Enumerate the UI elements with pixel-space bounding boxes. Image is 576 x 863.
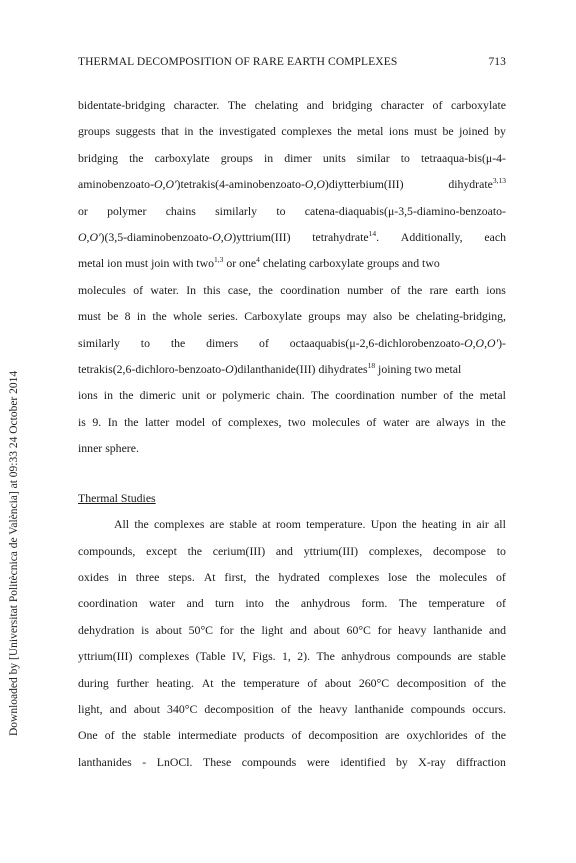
- word: the: [119, 388, 134, 403]
- word: anhydrous: [341, 649, 391, 664]
- word: heating: [421, 517, 457, 532]
- word: be: [398, 309, 410, 324]
- word: the: [129, 150, 144, 165]
- word: yttrium(III): [78, 649, 133, 664]
- text-run: octaaquabis(μ-2,6-dichlorobenzoato-: [289, 335, 465, 350]
- word: the: [258, 282, 273, 297]
- compound-name: [78, 224, 291, 250]
- word: temperature: [243, 675, 300, 690]
- word: earth: [455, 282, 479, 297]
- word: ions: [388, 124, 409, 139]
- word: Additionally,: [400, 230, 463, 245]
- word: Upon: [370, 517, 397, 532]
- word: must: [414, 124, 437, 139]
- text-line: [78, 356, 506, 382]
- page-number: 713: [488, 56, 506, 68]
- word: heavy: [398, 622, 427, 637]
- word: be: [107, 309, 119, 324]
- word: Figs.: [252, 649, 276, 664]
- word: at: [262, 517, 271, 532]
- word: of: [307, 675, 318, 690]
- word: carboxylate: [450, 98, 506, 112]
- text-run: )yttrium(III): [232, 230, 291, 245]
- word: LnOCl.: [156, 754, 193, 769]
- citation: 18: [367, 361, 376, 371]
- text-line: [78, 670, 506, 696]
- word: three: [135, 569, 160, 584]
- word: turn: [215, 596, 235, 611]
- word: metal: [479, 388, 506, 403]
- word: lose: [388, 569, 408, 584]
- word: heavy: [319, 701, 348, 716]
- word: in: [184, 124, 194, 139]
- text-run: .: [376, 230, 380, 245]
- word: about: [155, 622, 182, 637]
- word: for: [219, 622, 234, 637]
- word: in: [136, 309, 147, 324]
- word: the: [275, 596, 290, 611]
- word: the: [491, 675, 506, 690]
- word: the: [198, 124, 214, 139]
- word: 340°C: [167, 701, 198, 716]
- word: coordination: [280, 282, 340, 297]
- word: case,: [227, 282, 252, 297]
- word: polymeric: [222, 388, 271, 403]
- italic-ligand: O: [225, 362, 234, 377]
- word: in: [117, 569, 127, 584]
- word: or: [206, 388, 217, 403]
- word: the: [221, 675, 236, 690]
- word: coordination: [335, 388, 395, 403]
- compound-name: [290, 330, 506, 356]
- word: the: [187, 543, 203, 558]
- text-run: metal ion must join with two: [78, 256, 214, 271]
- word: and: [289, 622, 307, 637]
- word: investigated: [218, 124, 276, 139]
- citation: 1,3: [214, 255, 224, 265]
- word: polymer: [107, 203, 147, 218]
- word: temperature.: [306, 517, 366, 532]
- word: to: [276, 203, 286, 218]
- word: oxychlorides: [406, 728, 468, 743]
- word: 260°C: [358, 675, 390, 690]
- word: into: [245, 596, 264, 611]
- word: and: [109, 701, 127, 716]
- text-line: [78, 382, 506, 408]
- word: molecules: [312, 414, 360, 429]
- word: molecules: [439, 569, 488, 584]
- word: At: [201, 675, 214, 690]
- text-line: [78, 696, 506, 722]
- word: first,: [224, 569, 247, 584]
- word: of: [443, 388, 454, 403]
- word: the: [491, 414, 506, 429]
- text-line: [78, 118, 506, 144]
- text-line: [78, 511, 506, 537]
- text-line: [78, 198, 506, 224]
- word: in: [461, 517, 472, 532]
- word: of: [280, 701, 291, 716]
- word: by: [395, 754, 408, 769]
- word: Carboxylate: [244, 309, 302, 324]
- word: decomposition: [308, 728, 378, 743]
- text-line: [78, 277, 506, 303]
- word: is: [141, 622, 149, 637]
- word: (Table: [195, 649, 226, 664]
- word: to: [496, 543, 506, 558]
- word: model: [175, 414, 206, 429]
- word: complexes,: [228, 414, 282, 429]
- word: suggests: [115, 124, 156, 139]
- word: and: [306, 98, 324, 112]
- text-line: [78, 590, 506, 616]
- sentence: [78, 356, 461, 382]
- word: coordination: [78, 596, 138, 611]
- word: dimers: [206, 335, 239, 350]
- word: were: [306, 754, 330, 769]
- word: compounds,: [78, 543, 136, 558]
- download-watermark: Downloaded by [Universitat Politècnica de València] at 09:33 24 October 2014: [8, 370, 20, 736]
- text-run: or one: [223, 256, 257, 271]
- word: the: [240, 622, 255, 637]
- word: the: [124, 414, 139, 429]
- word: about: [133, 701, 160, 716]
- word: number: [347, 282, 384, 297]
- text-run: chelating carboxylate groups and two: [259, 256, 440, 271]
- word: all: [494, 517, 506, 532]
- text-line: [78, 749, 506, 775]
- text-line: [78, 564, 506, 590]
- word: to: [400, 150, 410, 165]
- word: 2).: [297, 649, 311, 664]
- word: complexes,: [368, 543, 423, 558]
- word: The: [398, 596, 418, 611]
- text-run: dihydrate: [448, 177, 493, 192]
- word: are: [209, 517, 225, 532]
- word: unit: [181, 388, 201, 403]
- word: ions: [78, 388, 98, 403]
- word: 50°C: [188, 622, 214, 637]
- word: rare: [429, 282, 448, 297]
- word: about: [324, 675, 352, 690]
- word: similarly: [215, 203, 258, 218]
- italic-ligand: O,O: [304, 177, 325, 192]
- word: in: [475, 414, 485, 429]
- word: units: [322, 150, 346, 165]
- word: is: [78, 414, 86, 429]
- word: lanthanides: [78, 754, 132, 769]
- word: heating.: [156, 675, 194, 690]
- running-title: THERMAL DECOMPOSITION OF RARE EARTH COMPLEXES: [78, 56, 398, 68]
- word: of: [432, 98, 443, 112]
- word: of: [259, 335, 269, 350]
- word: occurs.: [472, 701, 506, 716]
- word: At: [203, 569, 216, 584]
- word: tetraaqua-bis(μ-4-: [421, 150, 506, 165]
- word: metal: [357, 124, 384, 139]
- word: In: [186, 282, 197, 297]
- word: groups: [308, 309, 341, 324]
- word: of: [390, 282, 401, 297]
- word: temperature: [428, 596, 485, 611]
- word: [448, 171, 506, 197]
- word: are: [385, 728, 400, 743]
- word: of: [474, 728, 485, 743]
- word: chelating: [254, 98, 298, 112]
- word: molecules: [78, 282, 126, 297]
- word: products: [243, 728, 285, 743]
- word: of: [133, 282, 144, 297]
- text-line: [78, 538, 506, 564]
- word: are: [457, 649, 472, 664]
- word: oxides: [78, 569, 109, 584]
- word: and: [186, 596, 204, 611]
- citation: 4: [256, 255, 260, 265]
- text-line: [78, 722, 506, 748]
- word: except: [146, 543, 177, 558]
- word: [312, 224, 379, 250]
- section-heading: Thermal Studies: [78, 490, 156, 505]
- word: 60°C: [346, 622, 371, 637]
- word: stable: [143, 728, 171, 743]
- text-line: [78, 409, 506, 435]
- word: bridging: [332, 98, 373, 112]
- word: stable: [478, 649, 506, 664]
- word: whole: [173, 309, 202, 324]
- text-run: )-: [498, 335, 506, 350]
- word: light,: [78, 701, 103, 716]
- word: water.: [150, 282, 179, 297]
- word: about: [313, 622, 340, 637]
- word: chelating-bridging,: [415, 309, 506, 324]
- word: 8: [124, 309, 131, 324]
- word: dimer: [284, 150, 312, 165]
- word: X-ray: [418, 754, 446, 769]
- word: -: [142, 754, 147, 769]
- word: be: [442, 124, 454, 139]
- word: compounds: [410, 701, 466, 716]
- word: of: [291, 728, 302, 743]
- word: air: [476, 517, 489, 532]
- text-run: )tetrakis(4-aminobenzoato-: [176, 177, 305, 192]
- word: 1,: [282, 649, 291, 664]
- word: the: [152, 309, 167, 324]
- word: complexes: [138, 649, 190, 664]
- word: hydrated: [278, 569, 320, 584]
- word: light: [261, 622, 284, 637]
- word: groups: [78, 124, 111, 139]
- word: of: [496, 596, 506, 611]
- word: form.: [361, 596, 388, 611]
- word: and: [275, 543, 293, 558]
- word: are: [415, 414, 430, 429]
- word: decomposition: [396, 675, 467, 690]
- word: lanthanide: [354, 701, 404, 716]
- word: number: [401, 388, 438, 403]
- text-line: [78, 617, 506, 643]
- word: the: [415, 569, 431, 584]
- word: the: [407, 282, 423, 297]
- text-line: [78, 330, 506, 356]
- word: must: [78, 309, 101, 324]
- word: and: [488, 622, 506, 637]
- word: in: [103, 388, 113, 403]
- text-run: )diytterbium(III): [324, 177, 404, 192]
- sentence: [78, 250, 440, 276]
- word: compounds: [396, 649, 452, 664]
- word: chains: [165, 203, 196, 218]
- word: These: [203, 754, 232, 769]
- word: water: [149, 596, 176, 611]
- word: anhydrous: [300, 596, 351, 611]
- text-line: [78, 92, 506, 118]
- word: of: [211, 414, 222, 429]
- word: the: [337, 124, 352, 139]
- word: catena-diaquabis(μ-3,5-diamino-benzoato-: [304, 203, 506, 218]
- word: The: [316, 649, 335, 664]
- word: decomposition: [204, 701, 274, 716]
- word: complexes: [328, 569, 380, 584]
- word: dehydration: [78, 622, 135, 637]
- word: two: [287, 414, 306, 429]
- word: of: [474, 675, 484, 690]
- text-line: [78, 224, 506, 250]
- word: the: [134, 517, 149, 532]
- text-line: [78, 145, 506, 171]
- word: to: [140, 335, 150, 350]
- text-run: aminobenzoato-: [78, 177, 154, 192]
- word: bidentate-bridging: [78, 98, 166, 112]
- paragraph-2: [78, 511, 506, 775]
- word: that: [161, 124, 179, 139]
- word: joined: [459, 124, 489, 139]
- text-run: joining two metal: [375, 362, 462, 377]
- word: lanthanide: [433, 622, 483, 637]
- word: by: [494, 124, 506, 139]
- word: yttrium(III): [303, 543, 359, 558]
- word: 9.: [92, 414, 102, 429]
- word: bridging: [78, 150, 118, 165]
- word: All: [114, 517, 130, 532]
- word: each: [484, 230, 506, 245]
- word: further: [116, 675, 149, 690]
- word: also: [373, 309, 393, 324]
- compound-name: [78, 171, 404, 197]
- word: identified: [340, 754, 386, 769]
- word: The: [227, 98, 247, 112]
- word: dimeric: [139, 388, 176, 403]
- word: always: [436, 414, 470, 429]
- word: In: [107, 414, 118, 429]
- word: decompose: [432, 543, 487, 558]
- text-line: inner sphere.: [78, 441, 139, 456]
- word: similar: [356, 150, 390, 165]
- word: cerium(III): [212, 543, 266, 558]
- text-run: )dilanthanide(III) dihydrates: [233, 362, 368, 377]
- italic-ligand: O,O': [154, 177, 177, 192]
- word: the: [297, 701, 313, 716]
- word: the: [459, 388, 474, 403]
- article-body: [78, 92, 506, 775]
- word: complexes: [281, 124, 332, 139]
- word: the: [491, 728, 506, 743]
- word: of: [496, 569, 506, 584]
- word: during: [78, 675, 109, 690]
- word: in: [263, 150, 274, 165]
- word: The: [310, 388, 330, 403]
- word: carboxylate: [154, 150, 210, 165]
- word: may: [346, 309, 367, 324]
- paragraph-1: [78, 92, 506, 462]
- word: of: [104, 728, 115, 743]
- word: compounds: [241, 754, 297, 769]
- word: room: [276, 517, 301, 532]
- text-run: )(3,5-diaminobenzoato-: [100, 230, 213, 245]
- word: steps.: [168, 569, 195, 584]
- word: chain.: [276, 388, 305, 403]
- word: latter: [144, 414, 170, 429]
- text-line: [78, 171, 506, 197]
- text-line: [78, 303, 506, 329]
- word: groups: [220, 150, 253, 165]
- citation: 3,13: [492, 176, 506, 186]
- text-run: tetrahydrate: [312, 230, 369, 245]
- text-line: [78, 250, 506, 276]
- word: One: [78, 728, 98, 743]
- word: the: [255, 569, 270, 584]
- word: for: [377, 622, 392, 637]
- word: the: [170, 335, 186, 350]
- word: series.: [208, 309, 238, 324]
- word: stable: [229, 517, 257, 532]
- word: diffraction: [456, 754, 506, 769]
- text-line: [78, 643, 506, 669]
- word: ions: [486, 282, 506, 297]
- word: character.: [173, 98, 220, 112]
- word: of: [366, 414, 377, 429]
- word: the: [121, 728, 137, 743]
- italic-ligand: O,O,O': [464, 335, 499, 350]
- word: similarly: [78, 335, 120, 350]
- word: intermediate: [177, 728, 237, 743]
- italic-ligand: O,O': [78, 230, 101, 245]
- word: complexes: [154, 517, 205, 532]
- word: water: [382, 414, 410, 429]
- word: the: [402, 517, 417, 532]
- word: or: [78, 203, 88, 218]
- word: this: [203, 282, 221, 297]
- word: IV,: [232, 649, 246, 664]
- text-run: tetrakis(2,6-dichloro-benzoato-: [78, 362, 226, 377]
- citation: 14: [368, 229, 377, 239]
- word: character: [380, 98, 424, 112]
- italic-ligand: O,O: [212, 230, 233, 245]
